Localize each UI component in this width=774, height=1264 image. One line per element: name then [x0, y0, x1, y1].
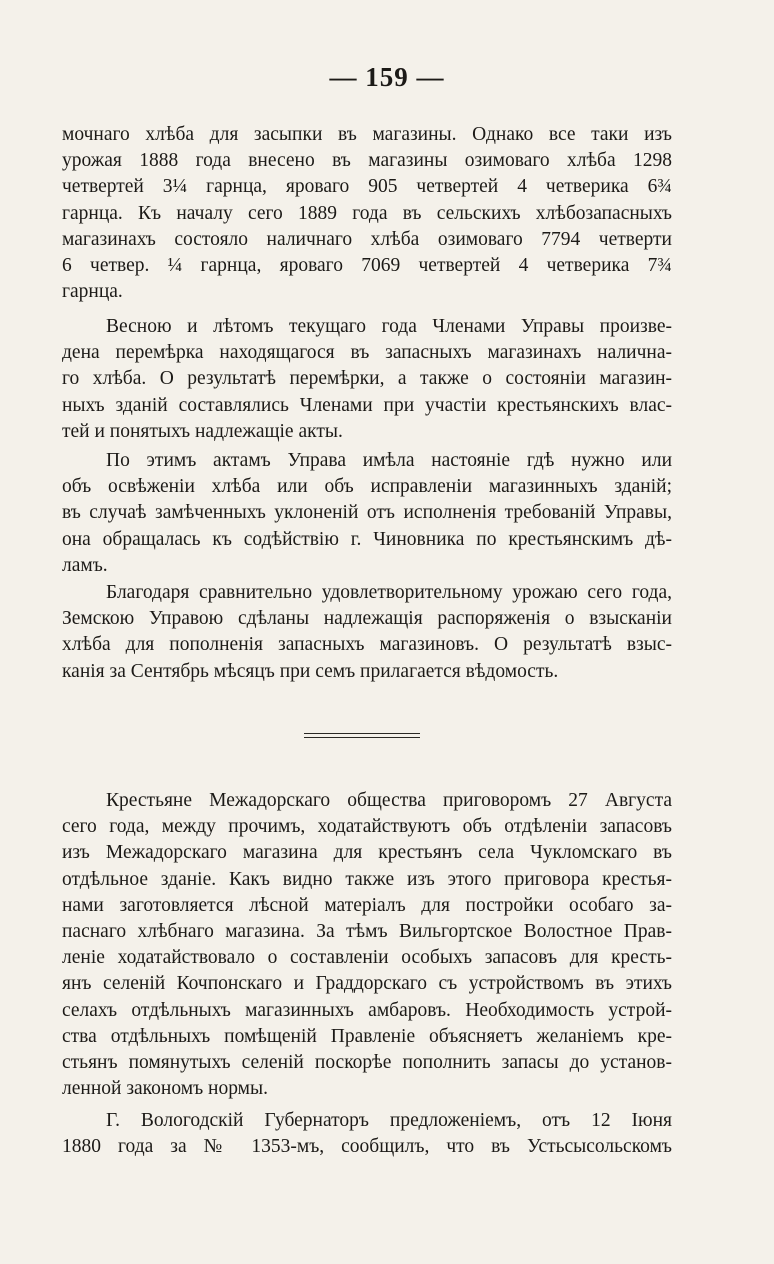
paragraph-mezhador-petition — [62, 788, 672, 1102]
text-line: го хлѣба. О результатѣ перемѣрки, а также о состояніи магазин- — [62, 368, 672, 390]
paragraph-harvest-collection — [62, 580, 672, 685]
text-line: 1880 года за № 1353-мъ, сообщилъ, что въ Устьсысольскомъ — [62, 1136, 672, 1158]
text-line: четвертей 3¼ гарнца, яроваго 905 четвертей 4 четверика 6¾ — [62, 176, 672, 198]
section-divider — [304, 737, 420, 738]
text-line: ленной закономъ нормы. — [62, 1078, 268, 1100]
text-line: По этимъ актамъ Управа имѣла настояніе гдѣ нужно или — [106, 450, 672, 471]
text-line: Земскою Управою сдѣланы надлежащія распоряженія о взысканіи — [62, 608, 672, 630]
text-line: стьянъ помянутыхъ селеній поскорѣе пополнить запасы до установ- — [62, 1052, 672, 1074]
text-line: 6 четвер. ¼ гарнца, яроваго 7069 четвертей 4 четверика 7¾ — [62, 255, 672, 277]
text-line: леніе ходатайствовало о составленіи особыхъ запасовъ для кресть- — [62, 947, 672, 969]
text-line: дена перемѣрка находящагося въ запасныхъ магазинахъ налична- — [62, 342, 672, 364]
text-line: гарнца. — [62, 281, 123, 303]
text-line: въ случаѣ замѣченныхъ уклоненій отъ исполненія требованій Управы, — [62, 502, 672, 524]
text-line: селахъ отдѣльныхъ магазинныхъ амбаровъ. Необходимость устрой- — [62, 999, 672, 1021]
text-line: изъ Межадорскаго магазина для крестьянъ села Чукломскаго въ — [62, 842, 672, 864]
text-line: тей и понятыхъ надлежащіе акты. — [62, 420, 343, 442]
text-line: нами заготовляется лѣсной матеріалъ для постройки особаго за- — [62, 894, 672, 916]
text-line: мочнаго хлѣба для засыпки въ магазины. Однако все таки изъ — [62, 124, 672, 145]
paragraph-remeasurement — [62, 314, 672, 445]
text-line: паснаго хлѣбнаго магазина. За тѣмъ Вильгортское Волостное Прав- — [62, 921, 672, 943]
text-line: Благодаря сравнительно удовлетворительному урожаю сего года, — [106, 582, 672, 603]
text-line: магазинахъ состояло наличнаго хлѣба озимоваго 7794 четверти — [62, 228, 672, 250]
paragraph-governor-proposal — [62, 1108, 672, 1160]
text-line: гарнца. Къ началу сего 1889 года въ сельскихъ хлѣбозапасныхъ — [62, 202, 672, 224]
text-line: ства отдѣльныхъ помѣщеній Правленіе объясняетъ желаніемъ кре- — [62, 1025, 672, 1047]
text-line: урожая 1888 года внесено въ магазины озимоваго хлѣба 1298 — [62, 150, 672, 172]
paragraph-acts — [62, 448, 672, 579]
text-line: она обращалась къ содѣйствію г. Чиновника по крестьянскимъ дѣ- — [62, 528, 672, 550]
text-line: Крестьяне Межадорскаго общества приговоромъ 27 Августа — [106, 790, 672, 811]
text-line: канія за Сентябрь мѣсяцъ при семъ прилагается вѣдомость. — [62, 660, 559, 682]
text-line: янъ селеній Кочпонскаго и Граддорскаго съ устройствомъ въ этихъ — [62, 973, 672, 995]
text-line: сего года, между прочимъ, ходатайствуютъ объ отдѣленіи запасовъ — [62, 816, 672, 838]
text-line: ламъ. — [62, 554, 108, 576]
paragraph-grain-harvest — [62, 122, 672, 305]
text-line: Г. Вологодскій Губернаторъ предложеніемъ, отъ 12 Іюня — [106, 1110, 672, 1131]
page-number: — 159 — — [329, 62, 445, 92]
section-divider — [304, 733, 420, 734]
text-line: Весною и лѣтомъ текущаго года Членами Управы произве- — [106, 316, 672, 337]
text-line: объ освѣженіи хлѣба или объ исправленіи магазинныхъ зданій; — [62, 476, 672, 498]
text-line: отдѣльное зданіе. Какъ видно также изъ этого приговора крестья- — [62, 868, 672, 890]
text-line: хлѣба для пополненія запасныхъ магазиновъ. О результатѣ взыс- — [62, 634, 672, 656]
text-line: ныхъ зданій составлялись Членами при участіи крестьянскихъ влас- — [62, 394, 672, 416]
